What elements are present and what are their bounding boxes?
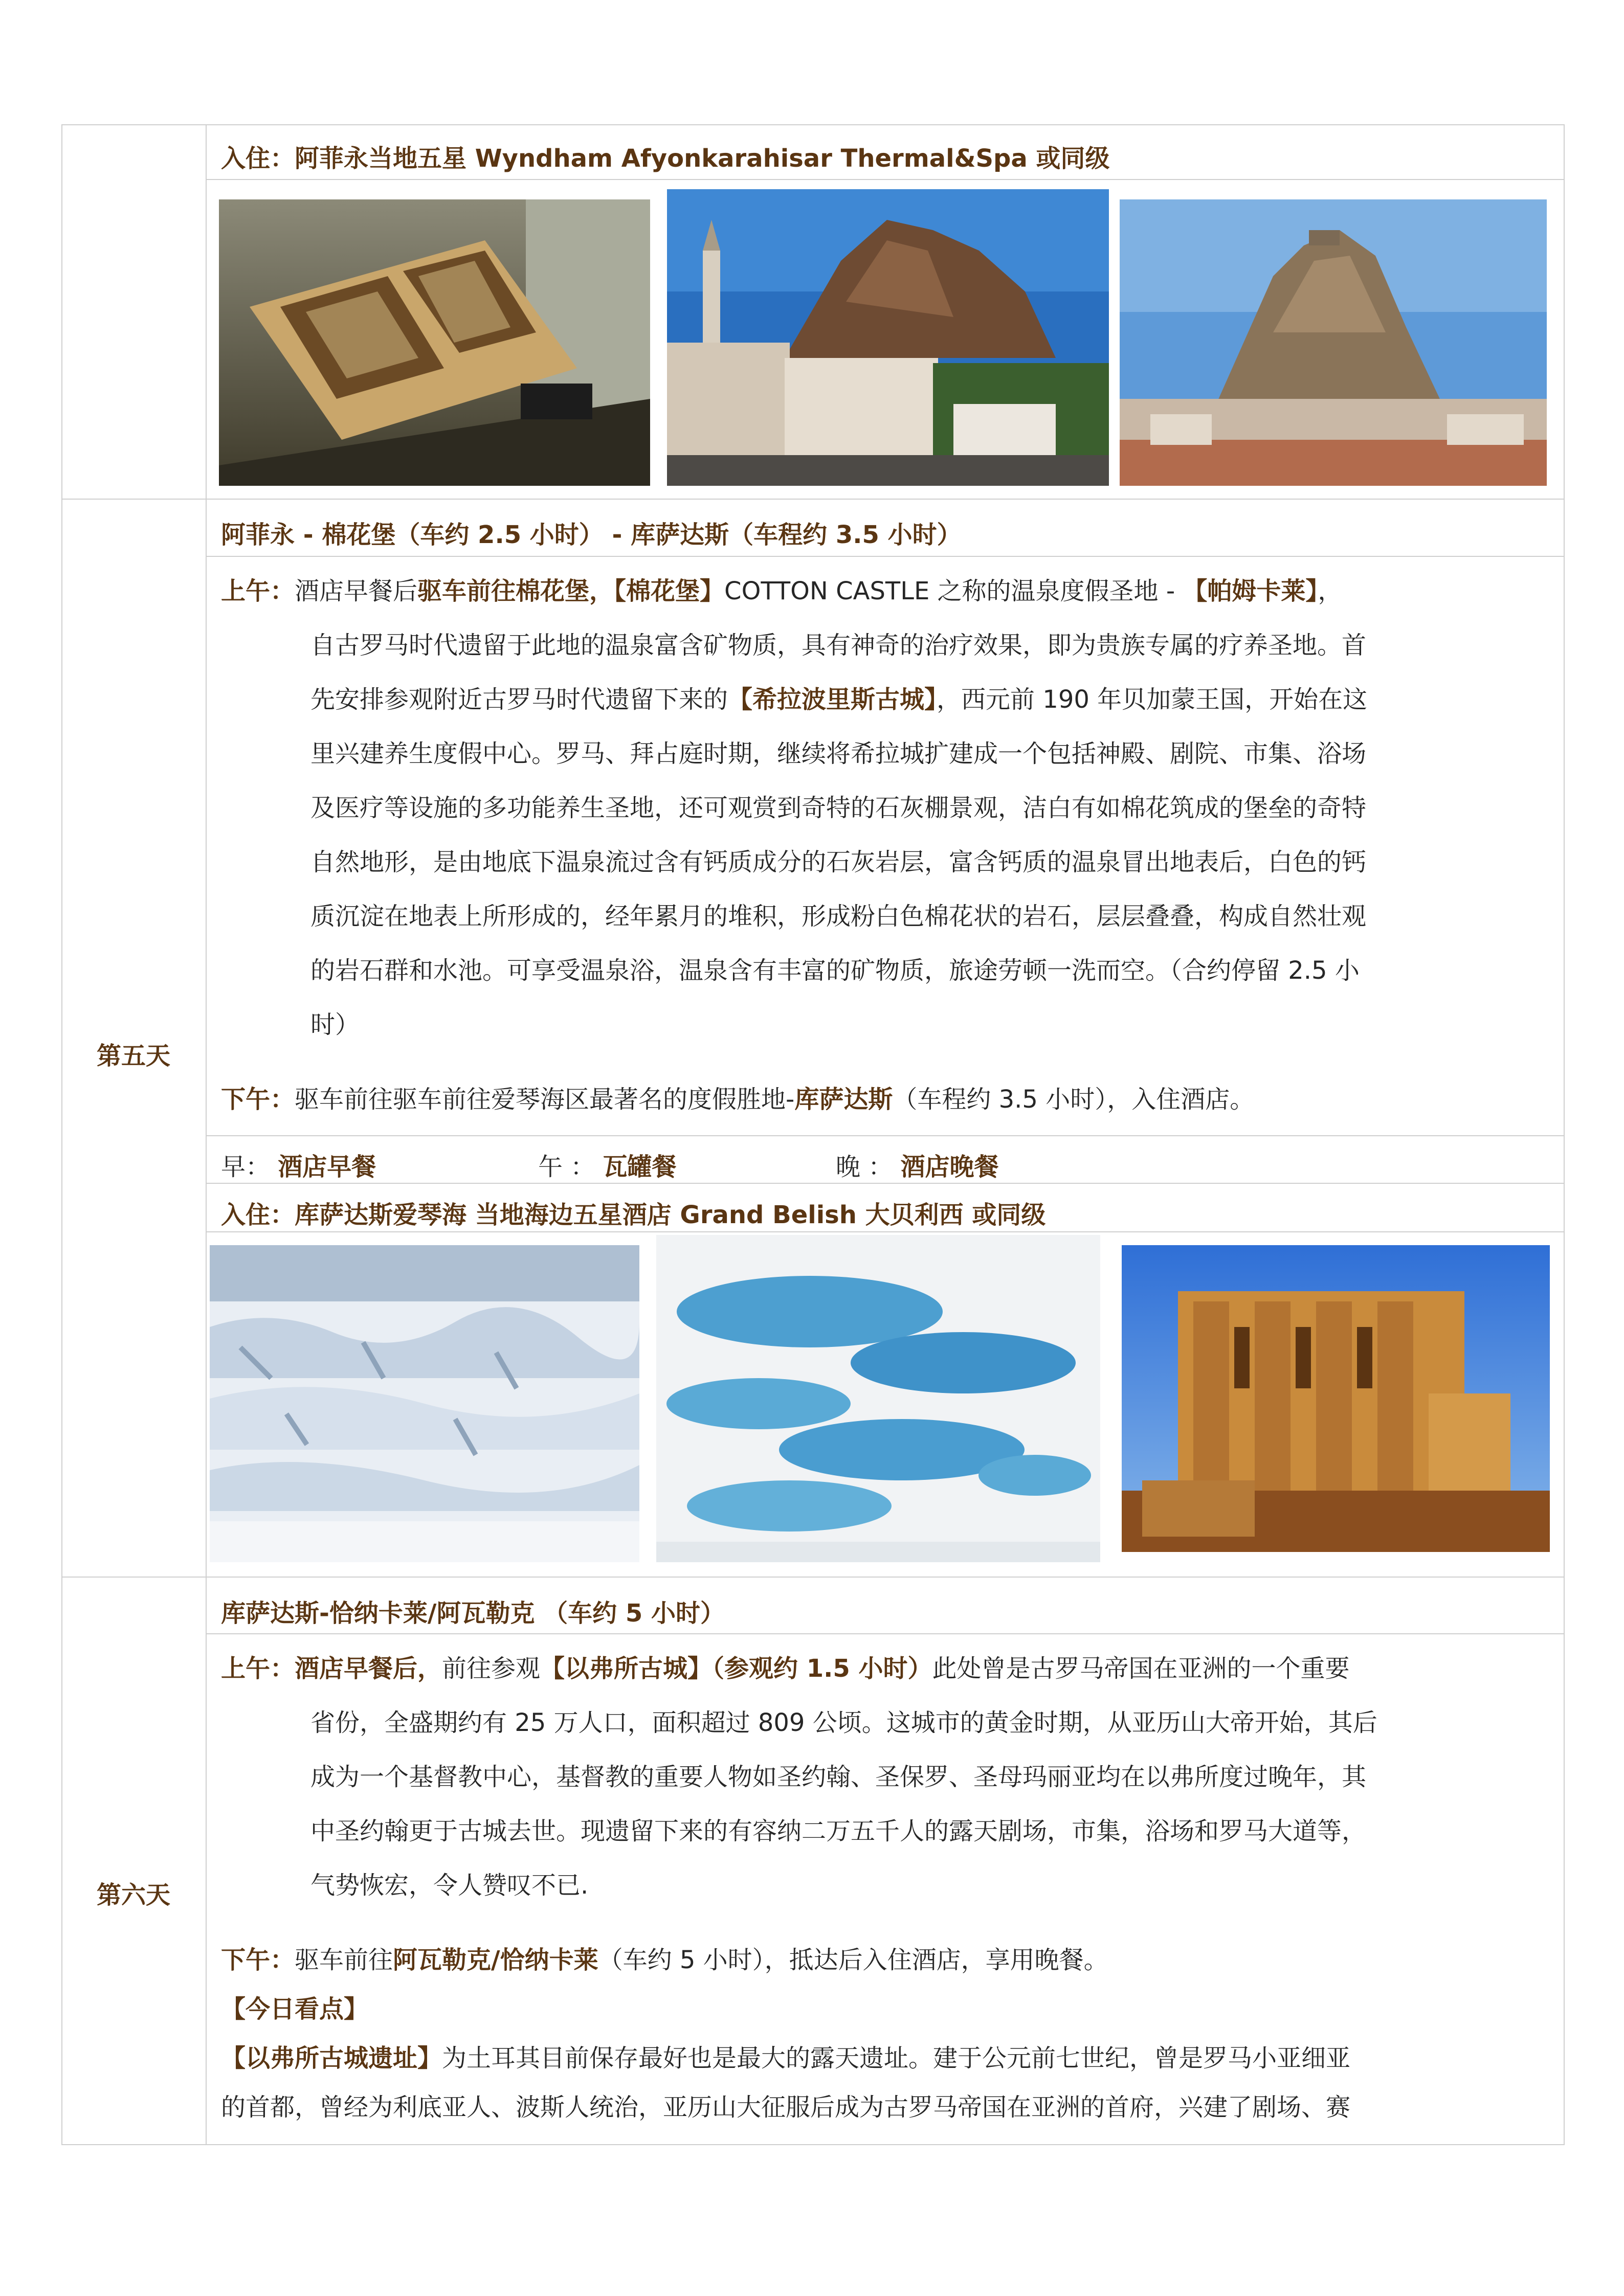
highlight-text: 驱车前往棉花堡，【棉花堡】 <box>417 577 725 605</box>
meal-breakfast <box>221 1147 376 1182</box>
meal-dinner <box>836 1147 999 1182</box>
highlight-text: 库萨达斯 <box>794 1085 893 1114</box>
text-span: 时） <box>310 1010 360 1039</box>
itinerary-line <box>221 1750 1546 1804</box>
morning-prefix: 上午： <box>221 1654 295 1683</box>
itinerary-line <box>221 943 1546 998</box>
highlight-text: 【帕姆卡莱】 <box>1183 577 1318 605</box>
itinerary-line <box>221 889 1546 943</box>
text-span: 前往参观 <box>442 1654 541 1683</box>
lunch-value: 瓦罐餐 <box>603 1153 677 1181</box>
text-span: 的首都，曾经为利底亚人、波斯人统治，亚历山大征服后成为古罗马帝国在亚洲的首府，兴建了剧场、赛 <box>221 2093 1351 2122</box>
cell-divider <box>206 1135 1564 1136</box>
highlight-text: 阿瓦勒克/恰纳卡莱 <box>393 1946 598 1974</box>
text-span: 成为一个基督教中心，基督教的重要人物如圣约翰、圣保罗、圣母玛丽亚均在以弗所度过晚年，其 <box>310 1763 1367 1791</box>
morning-itinerary <box>221 564 1546 1052</box>
afyon-castle-rock-photo <box>1120 199 1547 486</box>
afyon-castle-mosque-photo <box>667 189 1109 486</box>
highlight-line <box>221 2083 1546 2132</box>
text-span: 自然地形，是由地底下温泉流过含有钙质成分的石灰岩层，富含钙质的温泉冒出地表后，白色的钙 <box>310 848 1367 876</box>
itinerary-line <box>221 672 1546 727</box>
itinerary-line <box>221 998 1546 1052</box>
afternoon-itinerary <box>221 1935 1546 2132</box>
text-span: 的岩石群和水池。可享受温泉浴，温泉含有丰富的矿物质，旅途劳顿一洗而空。（合约停留 2.5 小 <box>310 956 1360 985</box>
itinerary-line <box>221 1935 1546 1985</box>
afternoon-prefix: 下午： <box>221 1946 295 1974</box>
dinner-label: 晚 ： <box>836 1153 893 1181</box>
text-span: 中圣约翰更于古城去世。现遗留下来的有容纳二万五千人的露天剧场，市集，浴场和罗马大道等， <box>310 1817 1367 1845</box>
text-span: 省份，全盛期约有 25 万人口，面积超过 809 公顷。这城市的黄金时期，从亚历山大帝开始，其后 <box>310 1708 1377 1737</box>
highlight-text: 【希拉波里斯古城】 <box>728 685 937 714</box>
itinerary-line <box>221 1696 1546 1750</box>
itinerary-line <box>221 618 1546 672</box>
morning-prefix: 上午： <box>221 577 295 605</box>
text-span: 为土耳其目前保存最好也是最大的露天遗址。建于公元前七世纪，曾是罗马小亚细亚 <box>442 2044 1351 2073</box>
text-span: （车程约 3.5 小时），入住酒店。 <box>893 1085 1255 1114</box>
itinerary-line <box>221 1641 1546 1696</box>
highlight-text: 酒店早餐后， <box>295 1654 442 1683</box>
row-divider <box>61 499 1564 500</box>
itinerary-line <box>221 1858 1546 1912</box>
dinner-value: 酒店晚餐 <box>900 1153 999 1181</box>
meal-lunch <box>538 1147 677 1182</box>
ephesus-library-photo <box>1122 1245 1550 1552</box>
text-span: 质沉淀在地表上所形成的，经年累月的堆积，形成粉白色棉花状的岩石，层层叠叠，构成自然壮观 <box>310 902 1367 931</box>
text-span: COTTON CASTLE 之称的温泉度假圣地 - <box>724 577 1183 605</box>
breakfast-value: 酒店早餐 <box>278 1153 376 1181</box>
highlight-text: 【以弗所古城遗址】 <box>221 2044 442 2073</box>
itinerary-line <box>221 1072 1546 1127</box>
itinerary-line <box>221 564 1546 618</box>
koran-manuscript-photo <box>219 199 650 486</box>
text-span: ， <box>1318 577 1343 605</box>
text-span: 驱车前往 <box>295 1946 393 1974</box>
text-span: 及医疗等设施的多功能养生圣地，还可观赏到奇特的石灰棚景观，洁白有如棉花筑成的堡垒的奇特 <box>310 794 1367 822</box>
text-span: 气势恢宏，令人赞叹不已. <box>310 1871 589 1900</box>
cell-divider <box>206 1633 1564 1634</box>
column-divider <box>206 124 207 2144</box>
itinerary-line <box>221 727 1546 781</box>
day-label: 第五天 <box>96 1042 170 1070</box>
route-title: 阿菲永 - 棉花堡（车约 2.5 小时） - 库萨达斯（车程约 3.5 小时） <box>221 521 962 549</box>
itinerary-line <box>221 781 1546 835</box>
text-span: 自古罗马时代遗留于此地的温泉富含矿物质，具有神奇的治疗效果，即为贵族专属的疗养圣地。首 <box>310 631 1367 660</box>
text-span: 驱车前往驱车前往爱琴海区最著名的度假胜地- <box>295 1085 795 1114</box>
itinerary-line <box>221 835 1546 889</box>
text-span: 里兴建养生度假中心。罗马、拜占庭时期，继续将希拉城扩建成一个包括神殿、剧院、市集、浴场 <box>310 739 1367 768</box>
text-span: ，西元前 190 年贝加蒙王国，开始在这 <box>937 685 1368 714</box>
highlight-text: 【今日看点】 <box>221 1995 369 2023</box>
pamukkale-travertines-photo <box>210 1245 639 1562</box>
cell-divider <box>206 1231 1564 1232</box>
itinerary-line <box>221 1804 1546 1858</box>
afternoon-itinerary <box>221 1072 1546 1127</box>
breakfast-label: 早： <box>221 1153 271 1181</box>
morning-itinerary <box>221 1641 1546 1912</box>
pamukkale-pools-photo <box>656 1235 1100 1562</box>
highlights-title <box>221 1985 1546 2034</box>
lunch-label: 午 ： <box>538 1153 595 1181</box>
text-span: 酒店早餐后 <box>295 577 418 605</box>
day-label: 第六天 <box>96 1881 170 1909</box>
row-divider <box>61 1577 1564 1578</box>
cell-divider <box>206 1183 1564 1184</box>
text-span: 先安排参观附近古罗马时代遗留下来的 <box>310 685 728 714</box>
itinerary-table <box>61 124 1564 2144</box>
stay-title-afyon: 入住：阿菲永当地五星 Wyndham Afyonkarahisar Thermal&Spa 或同级 <box>221 144 1110 173</box>
highlight-line <box>221 2034 1546 2083</box>
route-title: 库萨达斯-恰纳卡莱/阿瓦勒克 （车约 5 小时） <box>221 1599 725 1628</box>
text-span: （车约 5 小时），抵达后入住酒店，享用晚餐。 <box>598 1946 1108 1974</box>
stay-title-kusadasi: 入住：库萨达斯爱琴海 当地海边五星酒店 Grand Belish 大贝利西 或同级 <box>221 1201 1046 1229</box>
afternoon-prefix: 下午： <box>221 1085 295 1114</box>
cell-divider <box>206 179 1564 180</box>
cell-divider <box>206 556 1564 557</box>
highlight-text: 【以弗所古城】（参观约 1.5 小时） <box>540 1654 932 1683</box>
text-span: 此处曾是古罗马帝国在亚洲的一个重要 <box>932 1654 1350 1683</box>
